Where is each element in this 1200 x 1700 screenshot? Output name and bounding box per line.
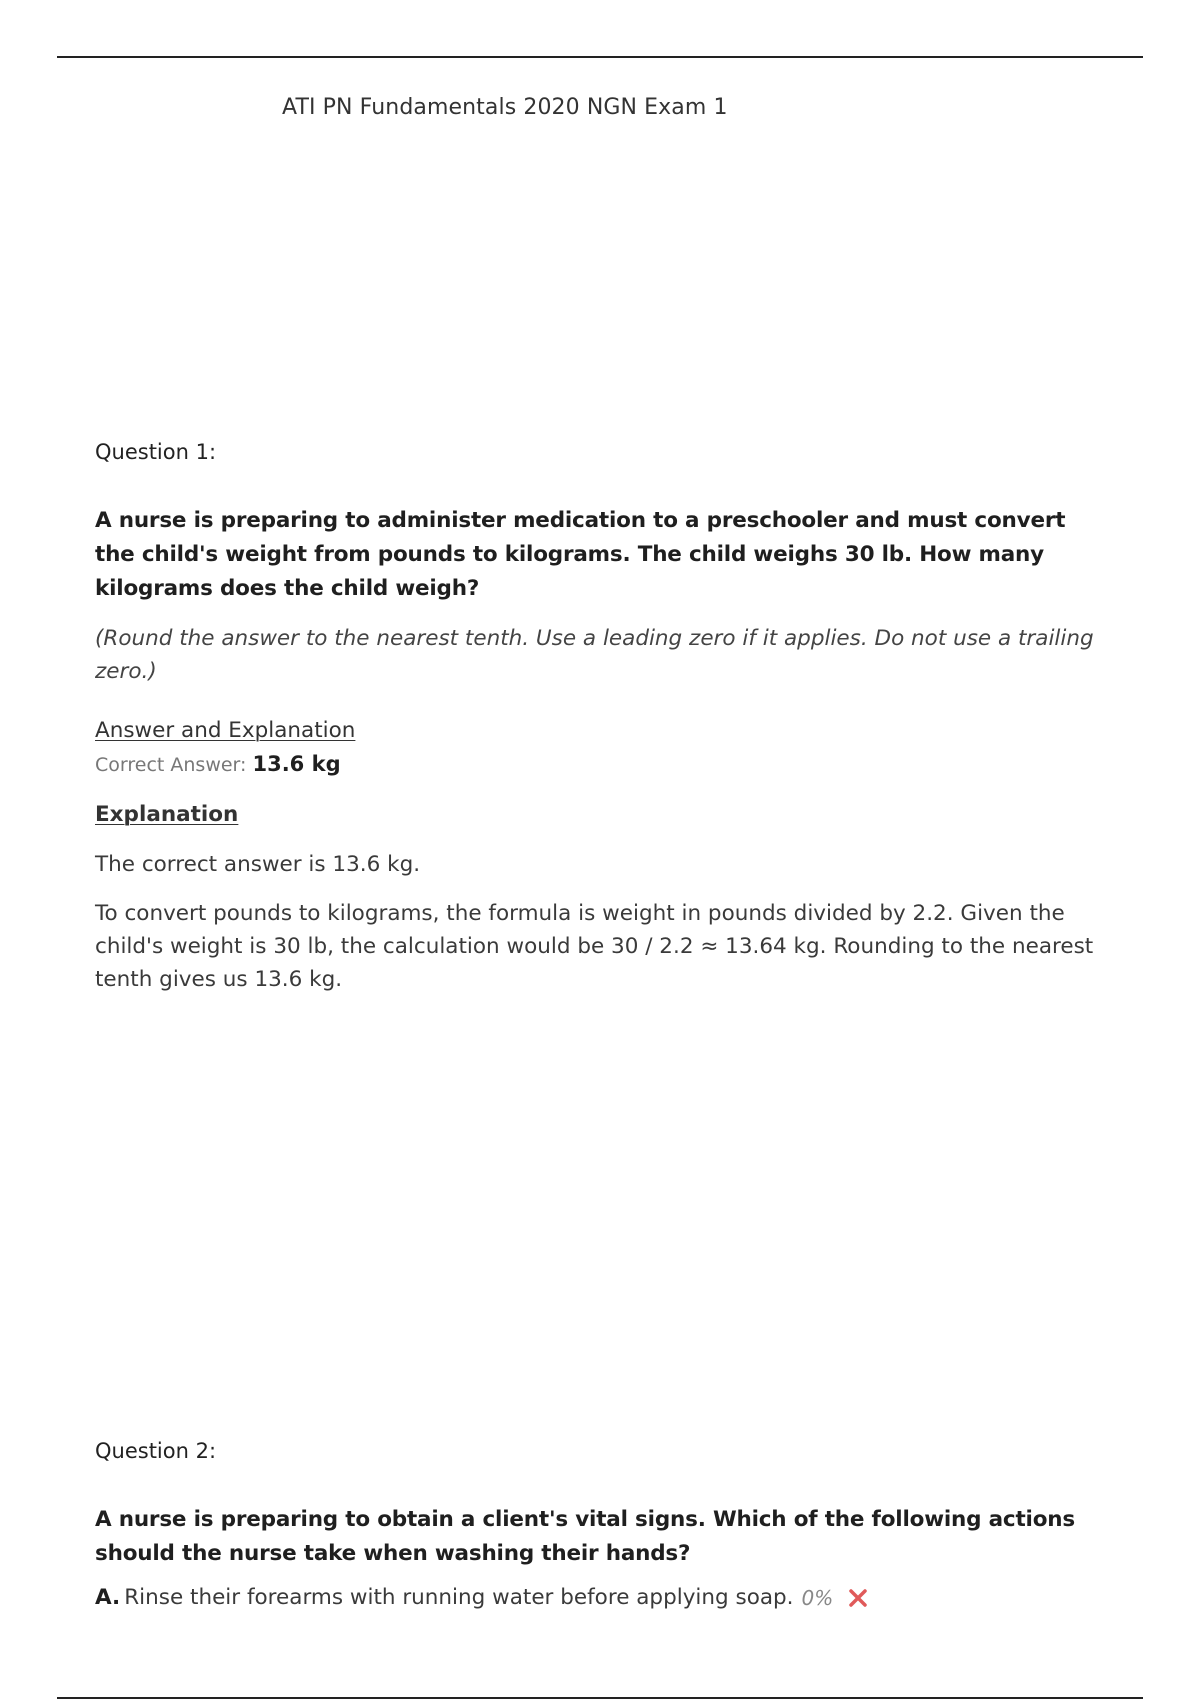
question-2-text: A nurse is preparing to obtain a client's vital signs. Which of the following actions should the nurse take when washing their hands? xyxy=(95,1507,1075,1566)
option-a-letter: A. xyxy=(95,1585,121,1610)
option-a xyxy=(95,1585,869,1610)
correct-answer-value: 13.6 kg xyxy=(252,752,341,776)
x-mark-icon xyxy=(847,1587,869,1609)
option-a-text: Rinse their forearms with running water before applying soap. xyxy=(124,1585,794,1610)
question-1-instruction: (Round the answer to the nearest tenth. Use a leading zero if it applies. Do not use a trailing zero.) xyxy=(95,626,1094,684)
answer-explanation-heading: Answer and Explanation xyxy=(95,718,356,743)
explanation-heading: Explanation xyxy=(95,802,239,827)
question-1-text: A nurse is preparing to administer medication to a preschooler and must convert the child's weight from pounds to kilograms. The child weighs 30 lb. How many kilograms does the child weigh? xyxy=(95,508,1066,601)
correct-answer-label: Correct Answer: xyxy=(95,754,247,776)
document-title: ATI PN Fundamentals 2020 NGN Exam 1 xyxy=(282,95,728,120)
question-2-label: Question 2: xyxy=(95,1439,217,1463)
question-1-label: Question 1: xyxy=(95,440,217,464)
explanation-paragraph-2: To convert pounds to kilograms, the formula is weight in pounds divided by 2.2. Given the child's weight is 30 lb, the calculation would be 30 / 2.2 ≈ 13.64 kg. Rounding to the nearest tenth gives us 13.6 kg. xyxy=(95,901,1094,992)
correct-answer-line xyxy=(95,752,341,776)
top-divider xyxy=(57,56,1143,58)
explanation-paragraph-1: The correct answer is 13.6 kg. xyxy=(95,852,421,877)
bottom-divider xyxy=(57,1697,1143,1699)
option-a-percent: 0% xyxy=(801,1585,834,1610)
